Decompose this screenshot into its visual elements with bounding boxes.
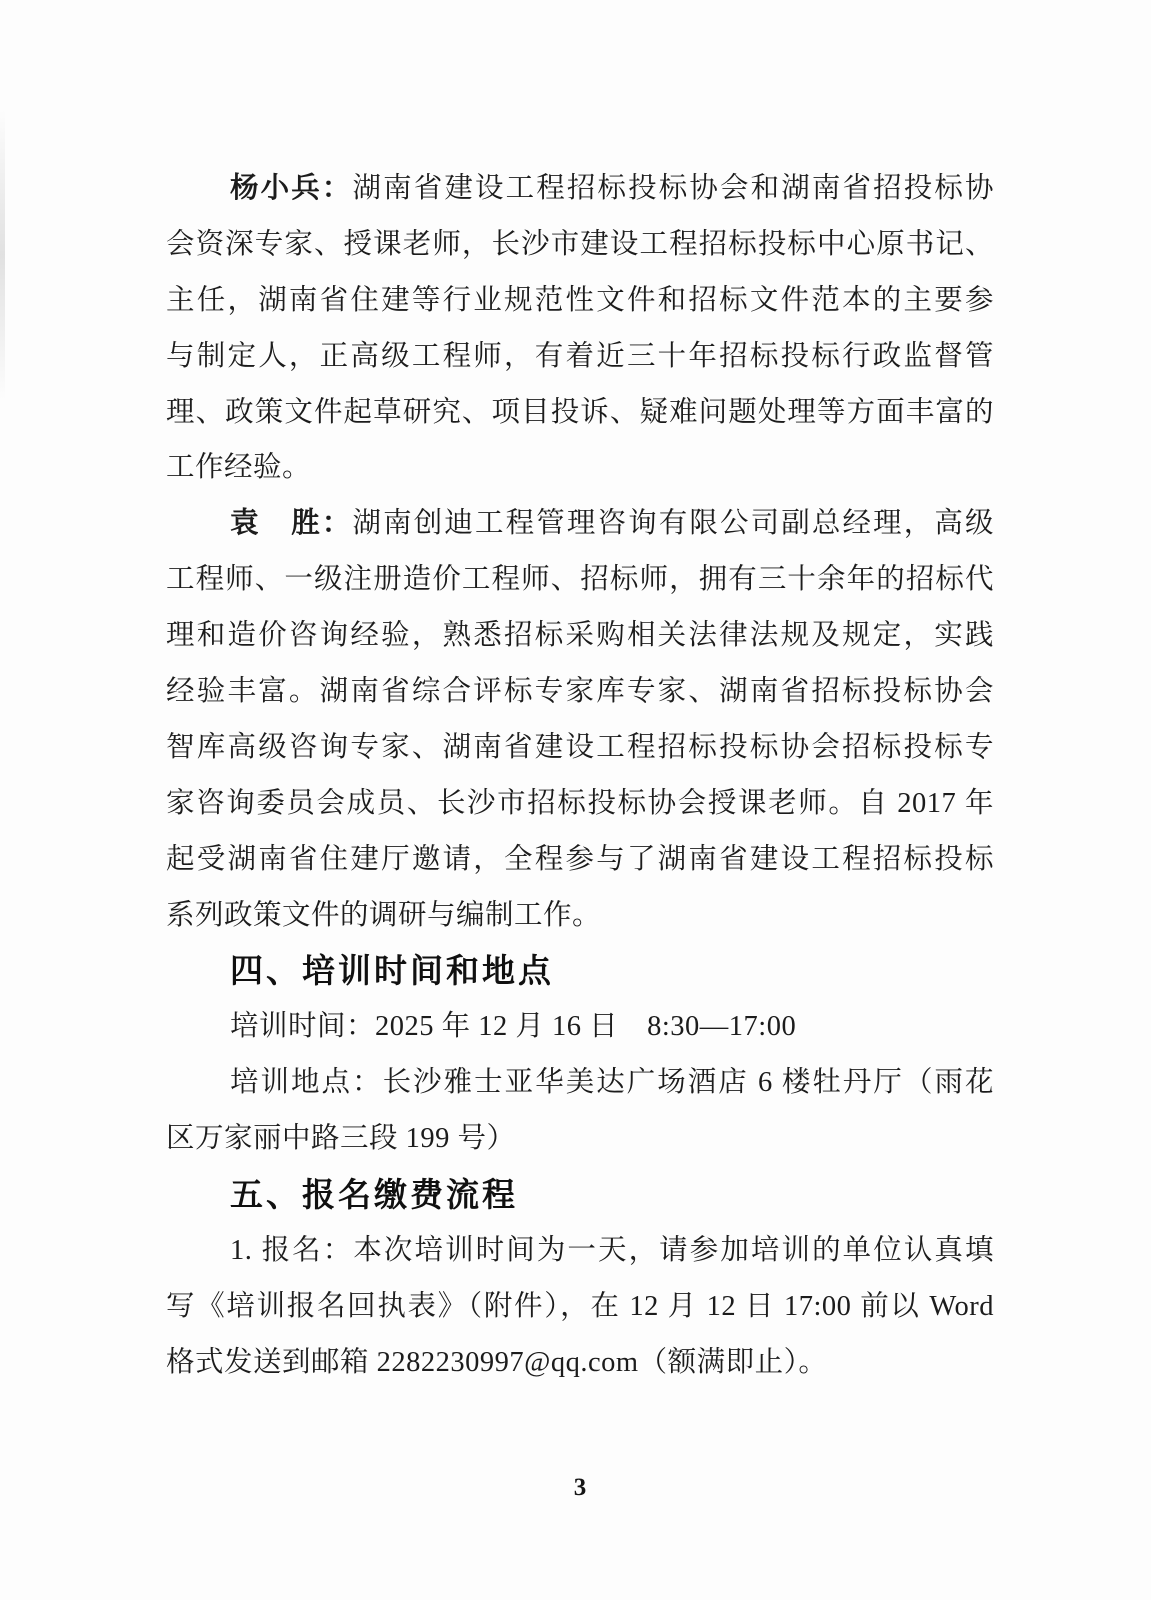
scan-edge-artifact [0,110,5,400]
text-line [166,385,994,441]
section-heading [166,943,994,999]
text-segment: 智库高级咨询专家、湖南省建设工程招标投标协会招标投标专 [166,731,994,763]
text-segment: 理和造价咨询经验，熟悉招标采购相关法律法规及规定，实践 [166,620,994,652]
text-line [166,552,994,608]
text-line [166,1223,994,1279]
emphasis-text: 杨小兵： [230,173,353,204]
text-line [166,664,994,720]
text-segment: 经验丰富。湖南省综合评标专家库专家、湖南省招标投标协会 [166,676,994,708]
emphasis-text: 五、报名缴费流程 [230,1176,518,1214]
text-segment: 工作经验。 [166,452,312,484]
text-segment: 理、政策文件起草研究、项目投诉、疑难问题处理等方面丰富的 [166,396,994,428]
text-line [166,776,994,832]
text-segment: 家咨询委员会成员、长沙市招标投标协会授课老师。自 2017 年 [166,787,994,819]
text-line [166,832,994,888]
text-line [166,273,994,329]
text-line [166,1335,994,1391]
text-line [166,1279,994,1335]
text-line [166,496,994,552]
text-line [166,329,994,385]
text-segment: 会资深专家、授课老师，长沙市建设工程招标投标中心原书记、 [166,228,994,260]
text-segment: 起受湖南省住建厅邀请，全程参与了湖南省建设工程招标投标 [166,843,994,875]
text-segment: 区万家丽中路三段 199 号） [166,1123,516,1155]
emphasis-text: 袁 胜： [230,508,353,540]
text-segment: 1. 报名：本次培训时间为一天，请参加培训的单位认真填 [230,1234,994,1266]
text-line [166,440,994,496]
text-segment: 培训时间：2025 年 12 月 16 日 8:30—17:00 [230,1011,797,1043]
text-segment: 湖南省建设工程招标投标协会和湖南省招投标协 [352,173,994,204]
text-segment: 与制定人，正高级工程师，有着近三十年招标投标行政监督管 [166,340,994,372]
text-line [166,720,994,776]
text-line [166,1111,994,1167]
text-line [166,888,994,944]
text-segment: 格式发送到邮箱 2282230997@qq.com（额满即止）。 [166,1346,828,1378]
document-body [166,161,994,1391]
text-segment: 培训地点：长沙雅士亚华美达广场酒店 6 楼牡丹厅（雨花 [230,1067,994,1099]
text-line [166,608,994,664]
text-line [166,999,994,1055]
page-number: 3 [573,1474,587,1501]
text-line [166,161,994,217]
text-segment: 写《培训报名回执表》（附件），在 12 月 12 日 17:00 前以 Word [166,1290,994,1322]
text-line [166,1055,994,1111]
text-segment: 系列政策文件的调研与编制工作。 [166,899,602,931]
text-segment: 工程师、一级注册造价工程师、招标师，拥有三十余年的招标代 [166,564,994,596]
text-line [166,217,994,273]
emphasis-text: 四、培训时间和地点 [230,952,554,990]
text-segment: 主任，湖南省住建等行业规范性文件和招标文件范本的主要参 [166,284,994,316]
text-segment: 湖南创迪工程管理咨询有限公司副总经理，高级 [352,508,994,540]
section-heading [166,1167,994,1223]
